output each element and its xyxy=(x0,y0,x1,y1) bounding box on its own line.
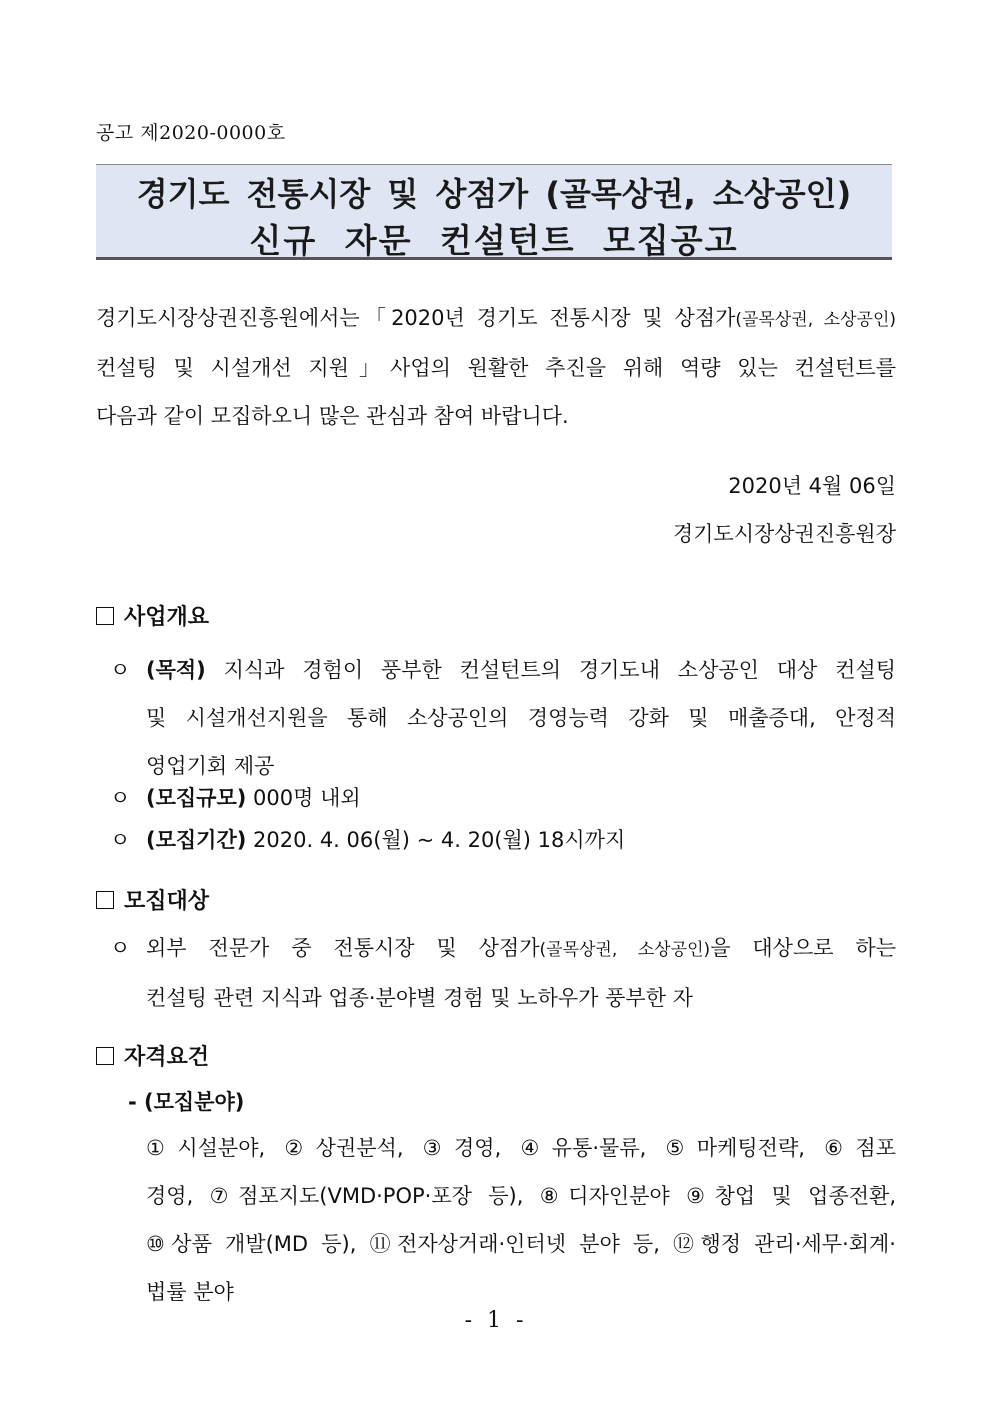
fields-line-2: 경영, ⑦점포지도(VMD·POP·포장 등), ⑧디자인분야 ⑨창업 및 업종전환, xyxy=(146,1184,896,1208)
scale-value: 000명 내외 xyxy=(253,786,361,810)
purpose-line-2: 및 시설개선지원을 통해 소상공인의 경영능력 강화 및 매출증대, 안정적 xyxy=(146,706,896,730)
fields-list xyxy=(146,1124,896,1316)
intro-line-1: 경기도시장상권진흥원에서는「2020년 경기도 전통시장 및 상점가 xyxy=(96,306,736,330)
section-target-title: 모집대상 xyxy=(124,889,210,914)
field-label: - (모집분야) xyxy=(128,1090,245,1114)
section-target-heading xyxy=(96,884,209,915)
target-item xyxy=(110,924,896,1022)
checkbox-square-icon xyxy=(96,607,114,625)
fields-line-1: ①시설분야, ②상권분석, ③경영, ④유통·물류, ⑤마케팅전략, ⑥점포 xyxy=(146,1136,896,1160)
section-overview-heading xyxy=(96,600,209,631)
title-box xyxy=(96,164,892,260)
intro-paragraph xyxy=(96,294,896,440)
section-qualification-title: 자격요건 xyxy=(124,1045,210,1070)
purpose-line-1: 지식과 경험이 풍부한 컨설턴트의 경기도내 소상공인 대상 컨설팅 xyxy=(223,658,896,682)
intro-line-2: 컨설팅 및 시설개선 지원」사업의 원활한 추진을 위해 역량 있는 컨설턴트를 xyxy=(96,356,896,380)
notice-date: 2020년 4월 06일 xyxy=(728,474,896,498)
section-overview-title: 사업개요 xyxy=(124,605,210,630)
organization-name: 경기도시장상권진흥원장 xyxy=(672,522,896,546)
target-line-1: 외부 전문가 중 전통시장 및 상점가 xyxy=(146,936,540,960)
title-line-1: 경기도 전통시장 및 상점가 (골목상권, 소상공인) xyxy=(136,175,852,213)
purpose-line-3: 영업기회 제공 xyxy=(146,754,275,778)
fields-line-4: 법률 분야 xyxy=(146,1280,234,1304)
fields-line-3: ⑩상품 개발(MD 등), ⑪전자상거래·인터넷 분야 등, ⑫행정 관리·세무·회계· xyxy=(146,1232,896,1256)
scale-label: (모집규모) xyxy=(146,786,247,810)
intro-line-3: 다음과 같이 모집하오니 많은 관심과 참여 바랍니다. xyxy=(96,404,569,428)
section-qualification-heading xyxy=(96,1040,209,1071)
target-line-1-end: 을 대상으로 하는 xyxy=(710,936,897,960)
overview-period-item xyxy=(110,816,896,864)
overview-scale-item xyxy=(110,774,896,822)
title-line-2: 신규 자문 컨설턴트 모집공고 xyxy=(249,221,739,260)
bullet-icon: ㅇ xyxy=(110,658,131,682)
target-line-1-small: (골목상권, 소상공인) xyxy=(539,940,711,960)
bullet-icon: ㅇ xyxy=(110,786,131,810)
overview-purpose-item xyxy=(110,646,896,790)
bullet-icon: ㅇ xyxy=(110,828,131,852)
bullet-icon: ㅇ xyxy=(110,936,131,960)
page-number: - 1 - xyxy=(464,1308,528,1333)
checkbox-square-icon xyxy=(96,1047,114,1065)
purpose-label: (목적) xyxy=(146,658,206,682)
checkbox-square-icon xyxy=(96,891,114,909)
intro-line-1-small: (골목상권, 소상공인) xyxy=(735,310,897,330)
target-line-2: 컨설팅 관련 지식과 업종·분야별 경험 및 노하우가 풍부한 자 xyxy=(146,986,693,1010)
notice-number: 공고 제2020-0000호 xyxy=(96,122,286,144)
period-label: (모집기간) xyxy=(146,828,247,852)
period-value: 2020. 4. 06(월) ~ 4. 20(월) 18시까지 xyxy=(253,828,626,852)
